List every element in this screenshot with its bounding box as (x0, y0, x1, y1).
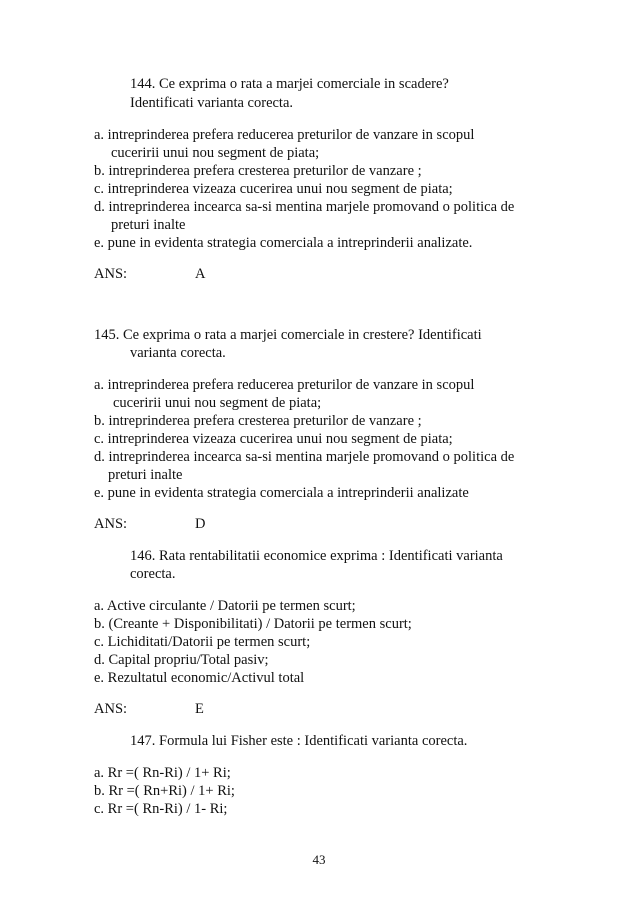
option-e: e. Rezultatul economic/Activul total (94, 670, 305, 686)
answer-value: A (195, 266, 206, 282)
question-title-line: 147. Formula lui Fisher este : Identificati varianta corecta. (130, 733, 468, 749)
answer-label: ANS: (94, 266, 128, 282)
answer-label: ANS: (94, 516, 128, 532)
option-d-continuation: preturi inalte (111, 217, 186, 233)
question-title-line: varianta corecta. (130, 345, 226, 361)
question-title-line: corecta. (130, 566, 176, 582)
question-title-line: 146. Rata rentabilitatii economice exprima : Identificati varianta (130, 548, 503, 564)
option-a: a. Active circulante / Datorii pe termen scurt; (94, 598, 356, 614)
option-e: e. pune in evidenta strategia comerciala a intreprinderii analizate. (94, 235, 473, 251)
answer-label: ANS: (94, 701, 128, 717)
option-d: d. intreprinderea incearca sa-si mentina marjele promovand o politica de (94, 449, 515, 465)
option-b: b. intreprinderea prefera cresterea preturilor de vanzare ; (94, 163, 422, 179)
option-b: b. intreprinderea prefera cresterea preturilor de vanzare ; (94, 413, 422, 429)
option-c: c. Rr =( Rn-Ri) / 1- Ri; (94, 801, 228, 817)
option-a: a. intreprinderea prefera reducerea preturilor de vanzare in scopul (94, 377, 475, 393)
answer-value: E (195, 701, 204, 717)
question-title-line: Identificati varianta corecta. (130, 95, 294, 111)
question-title-line: 145. Ce exprima o rata a marjei comerciale in crestere? Identificati (94, 327, 482, 343)
option-a: a. Rr =( Rn-Ri) / 1+ Ri; (94, 765, 231, 781)
option-d: d. intreprinderea incearca sa-si mentina marjele promovand o politica de (94, 199, 515, 215)
option-a: a. intreprinderea prefera reducerea preturilor de vanzare in scopul (94, 127, 475, 143)
option-c: c. intreprinderea vizeaza cucerirea unui nou segment de piata; (94, 431, 453, 447)
option-a-continuation: cuceririi unui nou segment de piata; (113, 395, 322, 411)
option-b: b. Rr =( Rn+Ri) / 1+ Ri; (94, 783, 235, 799)
option-d-continuation: preturi inalte (108, 467, 183, 483)
option-b: b. (Creante + Disponibilitati) / Datorii pe termen scurt; (94, 616, 412, 632)
page-number: 43 (312, 852, 326, 867)
answer-value: D (195, 516, 206, 532)
question-title-line: 144. Ce exprima o rata a marjei comerciale in scadere? (130, 76, 449, 92)
option-c: c. intreprinderea vizeaza cucerirea unui nou segment de piata; (94, 181, 453, 197)
option-e: e. pune in evidenta strategia comerciala a intreprinderii analizate (94, 485, 469, 501)
option-a-continuation: cuceririi unui nou segment de piata; (111, 145, 320, 161)
option-c: c. Lichiditati/Datorii pe termen scurt; (94, 634, 311, 650)
option-d: d. Capital propriu/Total pasiv; (94, 652, 269, 668)
